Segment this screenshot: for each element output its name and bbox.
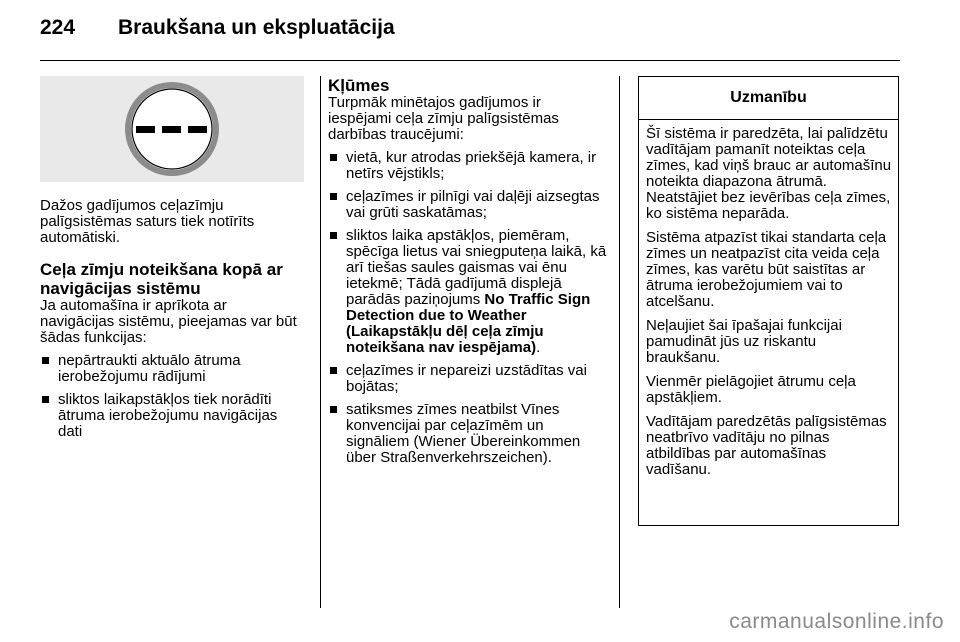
caution-title: Uzmanību [639, 77, 898, 120]
caution-paragraph: Šī sistēma ir paredzēta, lai palīdzētu vadītājam pamanīt noteiktas ceļa zīmes, kad viņš brauc ar automašīnu noteikta diapazona ātrumā. Neatstājiet bez ievērības ceļa zīmes, ko sistēma neparāda. [646, 125, 892, 222]
middle-column [328, 76, 608, 466]
column-divider-right [619, 76, 620, 608]
watermark: carmanualsonline.info [729, 610, 944, 633]
sign-illustration [40, 76, 304, 182]
section-heading-navigation: Ceļa zīmju noteikšana kopā ar navigācijas sistēmu [40, 260, 283, 298]
header-rule [40, 60, 900, 61]
caution-paragraph: Sistēma atpazīst tikai standarta ceļa zīmes un neatpazīst cita veida ceļa zīmes, kas varētu būt saistītas ar ātruma ierobežojumiem vai to atcelšanu. [646, 229, 887, 310]
left-column [40, 76, 304, 440]
caution-paragraph: Vadītājam paredzētās palīgsistēmas neatbrīvo vadītāju no pilnas atbildības par automašīnas vadīšanu. [646, 413, 887, 478]
caution-paragraph: Vienmēr pielāgojiet ātrumu ceļa apstākļiem. [646, 373, 856, 406]
navigation-bullet-list [40, 353, 304, 440]
caution-body [639, 120, 898, 478]
list-item-text: sliktos laika apstākļos, piemēram, spēcīga lietus vai sniegputeņa laikā, kā arī tiešas saules gaismas vai ēnu ietekmē; Tādā gadījumā displejā parādās paziņojums [346, 227, 607, 308]
navigation-paragraph: Ja automašīna ir aprīkota ar navigācijas sistēmu, pieejamas var būt šādas funkcijas: [40, 297, 297, 346]
list-item: ceļazīmes ir nepareizi uzstādītas vai bojātas; [328, 363, 608, 395]
column-divider-left [320, 76, 321, 608]
list-item: sliktos laikapstākļos tiek norādīti ātruma ierobežojumu navigācijas dati [40, 392, 304, 440]
faults-paragraph: Turpmāk minētajos gadījumos ir iespējami ceļa zīmju palīgsistēmas darbības traucējumi: [328, 94, 559, 143]
page-title: Braukšana un ekspluatācija [118, 16, 395, 39]
caution-box [638, 76, 899, 526]
section-heading-faults: Kļūmes [328, 76, 390, 95]
caution-paragraph: Neļaujiet šai īpašajai funkcijai pamudināt jūs uz riskantu braukšanu. [646, 317, 842, 366]
page-header [40, 14, 900, 42]
list-item: vietā, kur atrodas priekšējā kamera, ir netīrs vējstikls; [328, 150, 608, 182]
intro-paragraph: Dažos gadījumos ceļazīmju palīgsistēmas saturs tiek notīrīts automātiski. [40, 197, 255, 246]
list-item: nepārtraukti aktuālo ātruma ierobežojumu rādījumi [40, 353, 304, 385]
list-item-text-end: . [536, 339, 541, 356]
page-number: 224 [40, 16, 76, 39]
list-item [328, 228, 608, 356]
list-item: satiksmes zīmes neatbilst Vīnes konvencijai par ceļazīmēm un signāliem (Wiener Übereinkommen über Straßenverkehrszeichen). [328, 402, 608, 466]
no-speed-limit-data-sign-icon [122, 79, 222, 179]
message-text: No Traffic Sign Detection due to Weather (Laikapstākļu dēļ ceļa zīmju noteikšana nav iespējama) [346, 291, 591, 356]
list-item: ceļazīmes ir pilnīgi vai daļēji aizsegtas vai grūti saskatāmas; [328, 189, 608, 221]
faults-bullet-list [328, 150, 608, 466]
